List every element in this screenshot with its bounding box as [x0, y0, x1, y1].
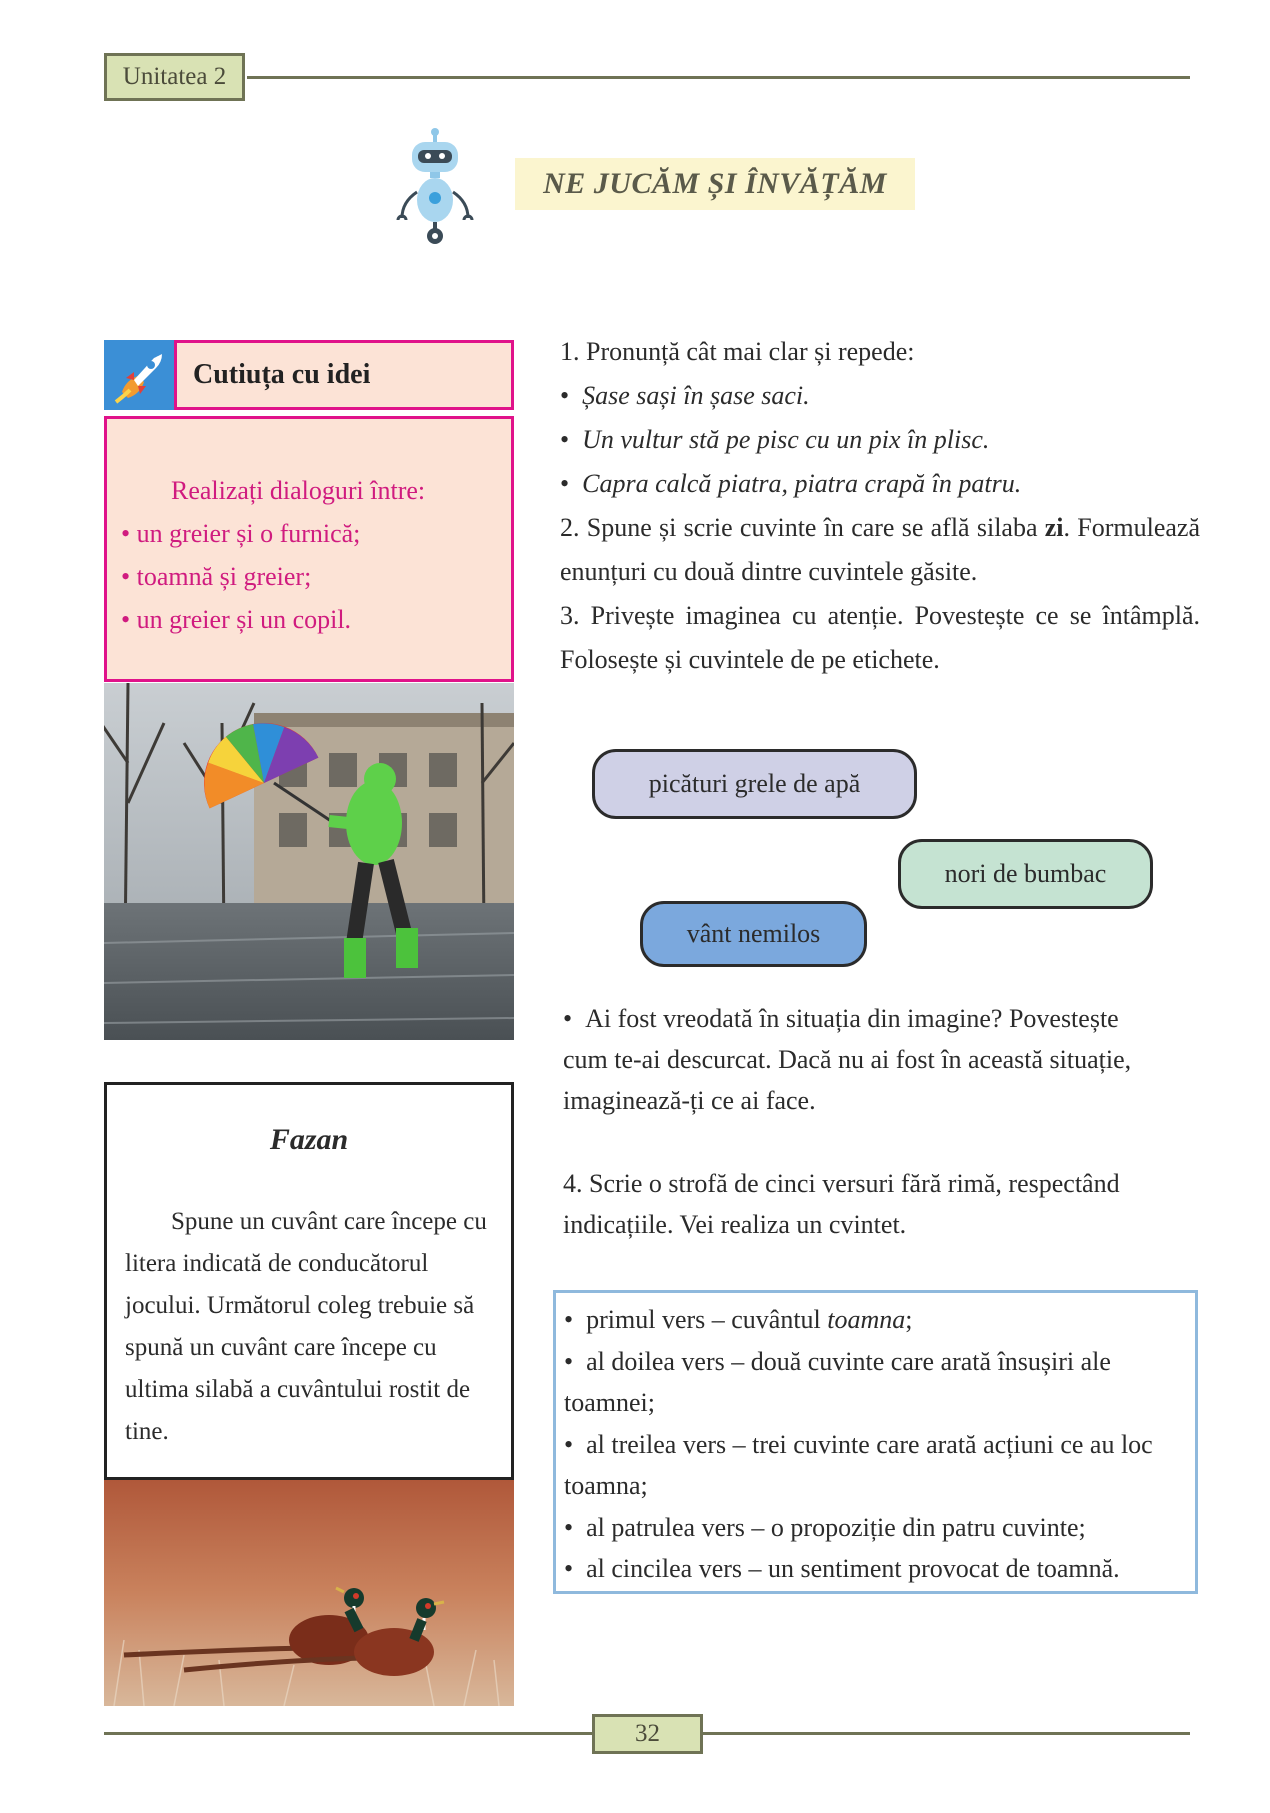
rule-item: • al treilea vers – trei cuvinte care arată acțiuni ce au loc toamna; — [564, 1429, 1153, 1500]
umbrella-rain-photo — [104, 683, 514, 1040]
footer-rule — [703, 1732, 1190, 1735]
rule-text: al doilea vers – două cuvinte care arată însușiri ale toamnei; — [564, 1346, 1111, 1417]
header-rule — [247, 76, 1190, 79]
ex4-block — [563, 1163, 1183, 1245]
ex1-item: • Șase sași în șase saci. — [560, 381, 810, 410]
rule-item: • al patrulea vers – o propoziție din patru cuvinte; — [564, 1512, 1086, 1542]
page-number: 32 — [592, 1714, 703, 1754]
ex3: 3. Privește imaginea cu atenție. Povestește ce se întâmplă. Folosește și cuvintele de pe etichete. — [560, 601, 1200, 674]
idea-box-title: Cutiuța cu idei — [174, 340, 514, 410]
question: • Ai fost vreodată în situația din imagine? Povestește cum te-ai descurcat. Dacă nu ai fost în această situație, imaginează-ți ce ai face. — [563, 1004, 1132, 1115]
section-title: NE JUCĂM ȘI ÎNVĂȚĂM — [515, 158, 915, 210]
word-tag: picături grele de apă — [592, 749, 917, 819]
rule-keyword: toamna — [827, 1305, 906, 1334]
ex1-item: • Un vultur stă pe pisc cu un pix în plisc. — [560, 425, 990, 454]
rule-text: al patrulea vers – o propoziție din patru cuvinte; — [586, 1512, 1086, 1542]
rule-item: • al doilea vers – două cuvinte care arată însușiri ale toamnei; — [564, 1346, 1111, 1417]
idea-item: • un greier și o furnică; — [121, 519, 361, 548]
idea-intro: Realizați dialoguri între: — [171, 476, 426, 505]
ex1-item-text: Un vultur stă pe pisc cu un pix în plisc. — [582, 425, 990, 454]
idea-box — [104, 416, 514, 682]
ex2-text-a: 2. Spune și scrie cuvinte în care se află silaba — [560, 513, 1045, 542]
robot-icon — [390, 126, 480, 248]
game-title: Fazan — [269, 1123, 349, 1156]
rule-text-b: ; — [905, 1305, 913, 1334]
ex2 — [560, 506, 1200, 594]
ex2-syllable: zi — [1044, 513, 1064, 542]
word-tag: vânt nemilos — [640, 901, 867, 967]
idea-item: • toamnă și greier; — [121, 562, 312, 591]
cvintet-rules-box — [553, 1290, 1198, 1594]
rocket-icon — [104, 340, 174, 410]
ex2-text-b: . Formulează enunțuri cu două dintre cuvintele găsite. — [560, 513, 1200, 586]
rule-text-a: primul vers – cuvântul — [586, 1305, 828, 1334]
game-text: Spune un cuvânt care începe cu litera indicată de conducătorul jocului. Următorul coleg trebuie să spună un cuvânt care începe cu ultima silabă a cuvântului rostit de tine. — [125, 1208, 487, 1445]
ex1-title: 1. Pronunță cât mai clar și repede: — [560, 337, 915, 366]
rule-text: al cincilea vers – un sentiment provocat de toamnă. — [586, 1554, 1120, 1583]
idea-item: • un greier și un copil. — [121, 605, 352, 634]
word-tag: nori de bumbac — [898, 839, 1153, 909]
unit-label: Unitatea 2 — [104, 53, 245, 101]
question-text: Ai fost vreodată în situația din imagine? Povestește cum te-ai descurcat. Dacă nu ai fost în această situație, imaginează-ți ce ai face. — [563, 1004, 1132, 1115]
rule-text: al treilea vers – trei cuvinte care arată acțiuni ce au loc toamna; — [564, 1429, 1153, 1500]
footer-rule — [104, 1732, 592, 1735]
ex1-item: • Capra calcă piatra, piatra crapă în patru. — [560, 469, 1022, 498]
rule-item: • primul vers – cuvântul toamna; — [564, 1305, 913, 1334]
ex1-item-text: Șase sași în șase saci. — [582, 381, 810, 410]
exercises-1-3 — [560, 330, 1200, 682]
question-block — [563, 998, 1163, 1121]
rule-item: • al cincilea vers – un sentiment provocat de toamnă. — [564, 1554, 1120, 1583]
pheasant-photo — [104, 1480, 514, 1706]
ex1-item-text: Capra calcă piatra, piatra crapă în patru. — [582, 469, 1022, 498]
ex4: 4. Scrie o strofă de cinci versuri fără rimă, respectând indicațiile. Vei realiza un cvintet. — [563, 1169, 1120, 1239]
game-box — [104, 1082, 514, 1480]
